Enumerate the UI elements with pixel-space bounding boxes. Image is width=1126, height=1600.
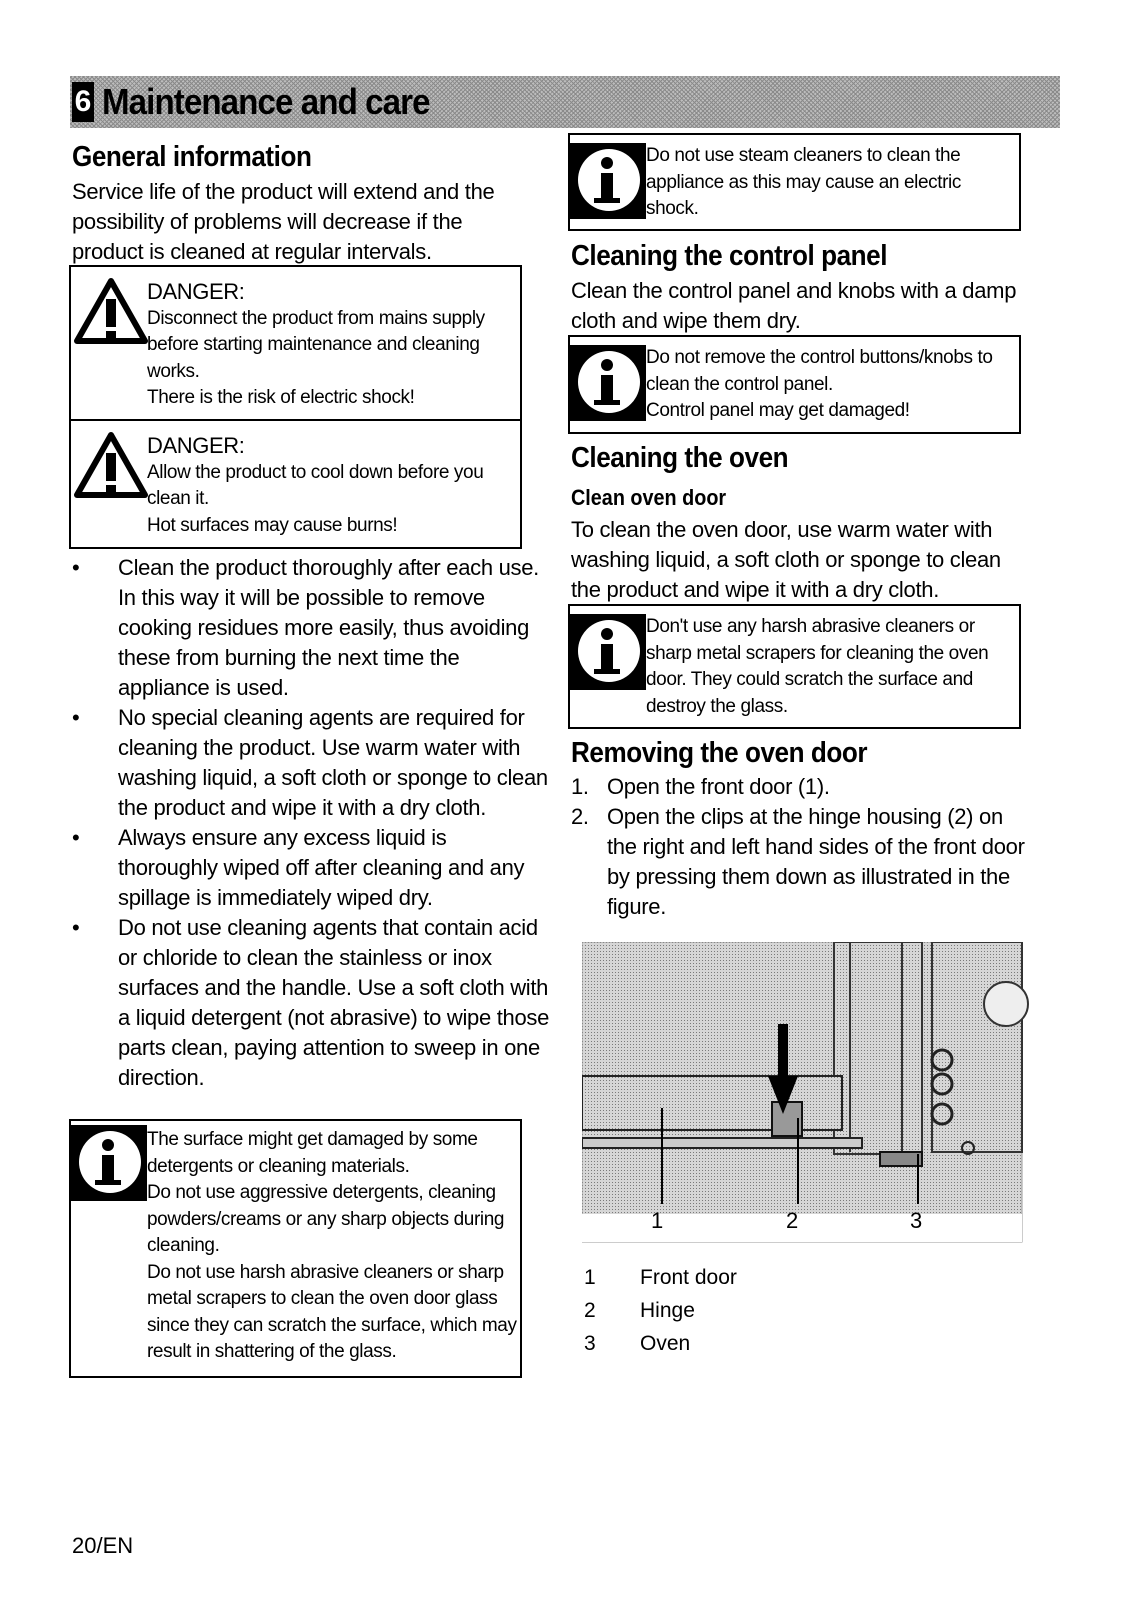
- info-icon: [570, 614, 646, 690]
- danger-text: There is the risk of electric shock!: [147, 387, 415, 408]
- legend-row: 3 Oven: [584, 1332, 691, 1355]
- legend-row: 1 Front door: [584, 1266, 737, 1289]
- list-item: • No special cleaning agents are required for cleaning the product. Use warm water with washing liquid, a soft cloth or sponge to clean the product and wipe it with a dry cloth.: [72, 703, 550, 823]
- danger-text: Allow the product to cool down before you clean it.: [147, 461, 484, 509]
- danger-title: DANGER:: [147, 279, 245, 304]
- info-box-steam: [568, 133, 1021, 231]
- list-item: • Clean the product thoroughly after each use. In this way it will be possible to remove cooking residues more easily, thus avoiding these from burning the next time the appliance is used.: [72, 553, 550, 703]
- figure-legend: [584, 1261, 884, 1360]
- info-icon: [570, 143, 646, 219]
- info-box-knobs: [568, 335, 1021, 434]
- figure-label-1: 1: [651, 1208, 664, 1233]
- info-text: Do not use harsh abrasive cleaners or sharp metal scrapers to clean the oven door glass since they can scratch the surface, which may result in shattering of the glass.: [147, 1261, 517, 1362]
- removing-steps: [571, 772, 1031, 922]
- legend-row: 2 Hinge: [584, 1299, 695, 1322]
- info-text: Don't use any harsh abrasive cleaners or sharp metal scrapers for cleaning the oven door. They could scratch the surface and destroy the glass.: [646, 616, 989, 717]
- general-intro: Service life of the product will extend and the possibility of problems will decrease if the product is cleaned at regular intervals.: [72, 179, 495, 264]
- clean-oven-door-subheading: Clean oven door: [571, 485, 727, 510]
- info-text: The surface might get damaged by some detergents or cleaning materials.: [147, 1129, 478, 1177]
- list-item: • Do not use cleaning agents that contain acid or chloride to clean the stainless or inox surfaces and the handle. Use a soft cloth with a liquid detergent (not abrasive) to wipe those parts clean, paying attention to sweep in one direction.: [72, 913, 550, 1093]
- cleaning-oven-heading: Cleaning the oven: [571, 442, 789, 474]
- danger-box-2: [69, 419, 522, 549]
- cleaning-bullets: [72, 553, 550, 1093]
- warning-triangle-icon: [73, 275, 149, 345]
- info-text: Control panel may get damaged!: [646, 400, 910, 421]
- chapter-header: [70, 76, 1060, 128]
- list-item: • Always ensure any excess liquid is thoroughly wiped off after cleaning and any spillage is immediately wiped dry.: [72, 823, 550, 913]
- oven-door-text: To clean the oven door, use warm water with washing liquid, a soft cloth or sponge to clean the product and wipe it with a dry cloth.: [571, 517, 1001, 602]
- danger-box-1: [69, 265, 522, 421]
- info-icon: [71, 1125, 147, 1201]
- info-text: Do not use steam cleaners to clean the appliance as this may cause an electric shock.: [646, 145, 961, 219]
- general-info-heading: General information: [72, 141, 312, 173]
- chapter-number: 6: [72, 82, 94, 122]
- warning-triangle-icon: [73, 429, 149, 499]
- info-text: Do not remove the control buttons/knobs to clean the control panel.: [646, 347, 993, 395]
- info-text: Do not use aggressive detergents, cleaning powders/creams or any sharp objects during cleaning.: [147, 1182, 505, 1256]
- info-icon: [570, 345, 646, 421]
- control-panel-heading: Cleaning the control panel: [571, 240, 888, 272]
- info-box-detergents: [69, 1119, 522, 1378]
- list-item: 1. Open the front door (1).: [571, 774, 830, 799]
- oven-door-hinge-figure: [582, 942, 1042, 1262]
- page-number: 20/EN: [72, 1533, 134, 1558]
- control-panel-text: Clean the control panel and knobs with a damp cloth and wipe them dry.: [571, 278, 1017, 333]
- chapter-title: Maintenance and care: [102, 81, 430, 122]
- list-item: 2. Open the clips at the hinge housing (2) on the right and left hand sides of the front door by pressing them down as illustrated in the figure.: [571, 804, 1025, 919]
- danger-text: Disconnect the product from mains supply before starting maintenance and cleaning works.: [147, 307, 485, 382]
- figure-label-3: 3: [910, 1208, 923, 1233]
- danger-text: Hot surfaces may cause burns!: [147, 514, 398, 536]
- danger-title: DANGER:: [147, 433, 245, 458]
- removing-door-heading: Removing the oven door: [571, 737, 868, 769]
- info-box-abrasive: [568, 604, 1021, 729]
- figure-label-2: 2: [786, 1208, 799, 1233]
